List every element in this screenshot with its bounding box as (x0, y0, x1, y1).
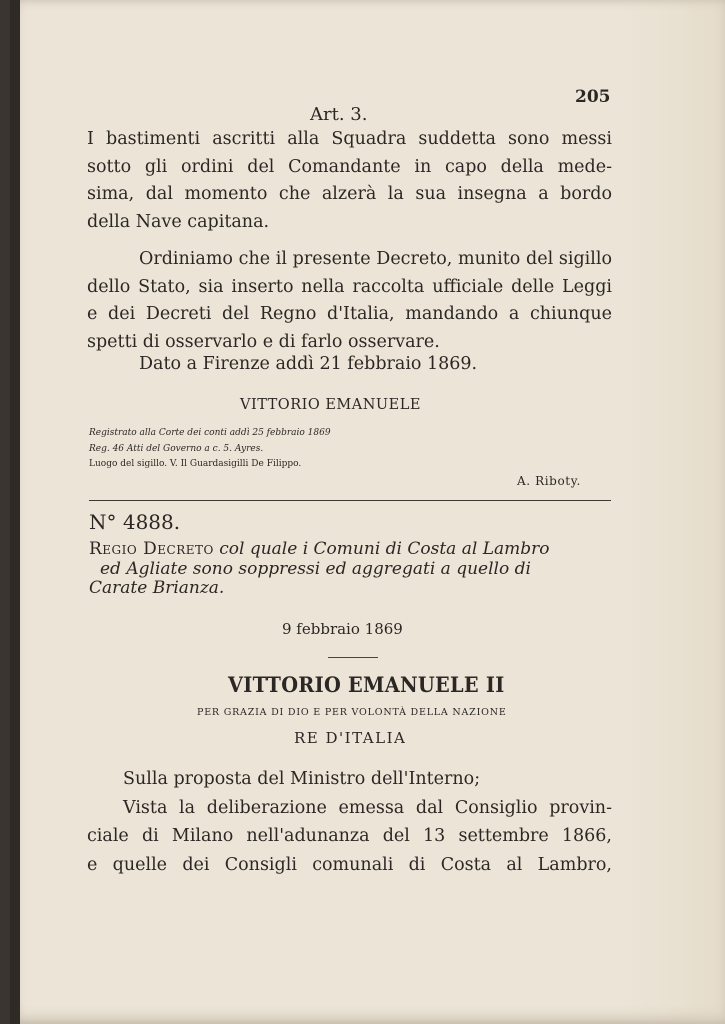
text-line: e quelle dei Consigli comunali di Costa al Lambro, (87, 854, 612, 875)
paper-stain (622, 0, 725, 1024)
decree-title-text: col quale i Comuni di Costa al Lambro (213, 539, 550, 559)
text-line: sima, dal momento che alzerà la sua insegna a bordo (87, 184, 612, 204)
page-number: 205 (575, 87, 611, 107)
text-line: dello Stato, sia inserto nella raccolta ufficiale delle Leggi (87, 276, 612, 297)
decree-title-line: ed Agliate sono soppressi ed aggregati a quello di (100, 558, 531, 579)
article-heading: Art. 3. (310, 104, 368, 125)
article-paragraph (87, 126, 612, 236)
decree-body (87, 765, 612, 879)
text-line: Sulla proposta del Ministro dell'Interno; (123, 769, 481, 789)
registration-line: Reg. 46 Atti del Governo a c. 5. Ayres. (89, 444, 264, 454)
minister-countersignature: A. Riboty. (517, 474, 581, 488)
registration-line: Registrato alla Corte dei conti addì 25 febbraio 1869 (89, 428, 331, 438)
royal-title: RE D'ITALIA (294, 729, 407, 747)
decree-date: 9 febbraio 1869 (282, 620, 403, 638)
text-line: I bastimenti ascritti alla Squadra suddetta sono messi (87, 129, 612, 149)
seal-line: Luogo del sigillo. V. Il Guardasigilli De Filippo. (89, 459, 302, 469)
king-signature: VITTORIO EMANUELE (240, 397, 421, 413)
text-line: Ordiniamo che il presente Decreto, munito del sigillo (139, 249, 612, 269)
text-line: ciale di Milano nell'adunanza del 13 settembre 1866, (87, 826, 612, 846)
decree-title (89, 540, 609, 599)
text-line: della Nave capitana. (87, 211, 270, 232)
text-line: Vista la deliberazione emessa dal Consiglio provin- (123, 797, 612, 818)
king-title: VITTORIO EMANUELE II (228, 672, 505, 697)
text-line: e dei Decreti del Regno d'Italia, mandando a chiunque (87, 304, 612, 324)
decree-title-line: Carate Brianza. (89, 578, 225, 598)
decree-title-lead: Regio Decreto (89, 539, 214, 559)
text-line: sotto gli ordini del Comandante in capo della mede- (87, 156, 612, 177)
closing-paragraph (87, 246, 612, 356)
section-divider (89, 500, 611, 501)
decree-number: N° 4888. (89, 510, 181, 534)
text-line: spetti di osservarlo e di farlo osservare. (87, 331, 440, 352)
short-divider (328, 657, 378, 658)
dated-line: Dato a Firenze addì 21 febbraio 1869. (139, 354, 478, 374)
scan-edge (10, 0, 20, 1024)
grace-formula: PER GRAZIA DI DIO E PER VOLONTÀ DELLA NAZIONE (197, 707, 507, 718)
decree-title-line (89, 540, 609, 560)
document-page (10, 0, 725, 1024)
